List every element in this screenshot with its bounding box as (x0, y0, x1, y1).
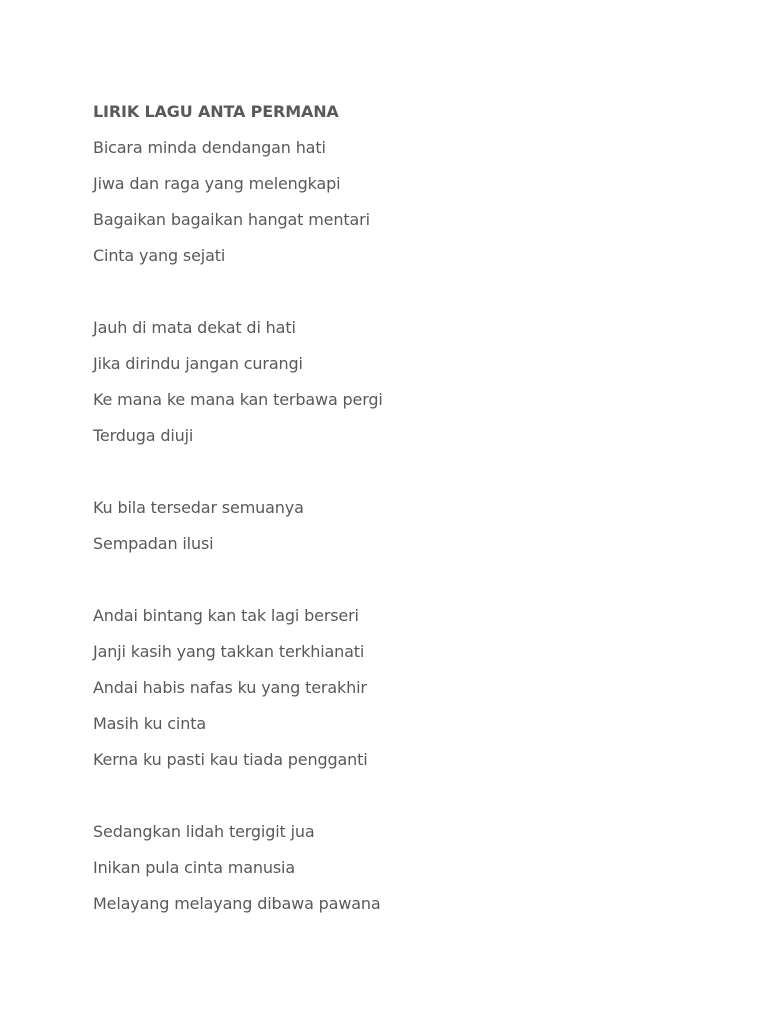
lyric-line: Jauh di mata dekat di hati (93, 318, 296, 337)
document-title: LIRIK LAGU ANTA PERMANA (93, 102, 339, 121)
lyric-line: Janji kasih yang takkan terkhianati (93, 642, 365, 661)
lyric-line: Kerna ku pasti kau tiada pengganti (93, 750, 368, 769)
lyric-line: Masih ku cinta (93, 714, 206, 733)
lyric-line: Inikan pula cinta manusia (93, 858, 296, 877)
stanza-4 (93, 604, 713, 784)
stanza-1 (93, 136, 713, 280)
lyric-line: Jiwa dan raga yang melengkapi (93, 174, 341, 193)
lyric-line: Ku bila tersedar semuanya (93, 498, 304, 517)
lyric-line: Andai bintang kan tak lagi berseri (93, 606, 359, 625)
lyric-line: Terduga diuji (93, 426, 194, 445)
stanza-2 (93, 316, 713, 460)
stanza-break (93, 568, 713, 604)
stanza-5 (93, 820, 713, 928)
lyric-line: Bagaikan bagaikan hangat mentari (93, 210, 370, 229)
lyric-line: Ke mana ke mana kan terbawa pergi (93, 390, 383, 409)
stanza-break (93, 280, 713, 316)
lyric-line: Melayang melayang dibawa pawana (93, 894, 381, 913)
stanza-break (93, 784, 713, 820)
stanza-break (93, 460, 713, 496)
lyric-line: Andai habis nafas ku yang terakhir (93, 678, 367, 697)
lyric-line: Sempadan ilusi (93, 534, 214, 553)
lyric-line: Jika dirindu jangan curangi (93, 354, 303, 373)
lyric-line: Sedangkan lidah tergigit jua (93, 822, 315, 841)
stanza-3 (93, 496, 713, 568)
lyrics-document (93, 100, 713, 928)
lyric-line: Bicara minda dendangan hati (93, 138, 326, 157)
lyric-line: Cinta yang sejati (93, 246, 226, 265)
